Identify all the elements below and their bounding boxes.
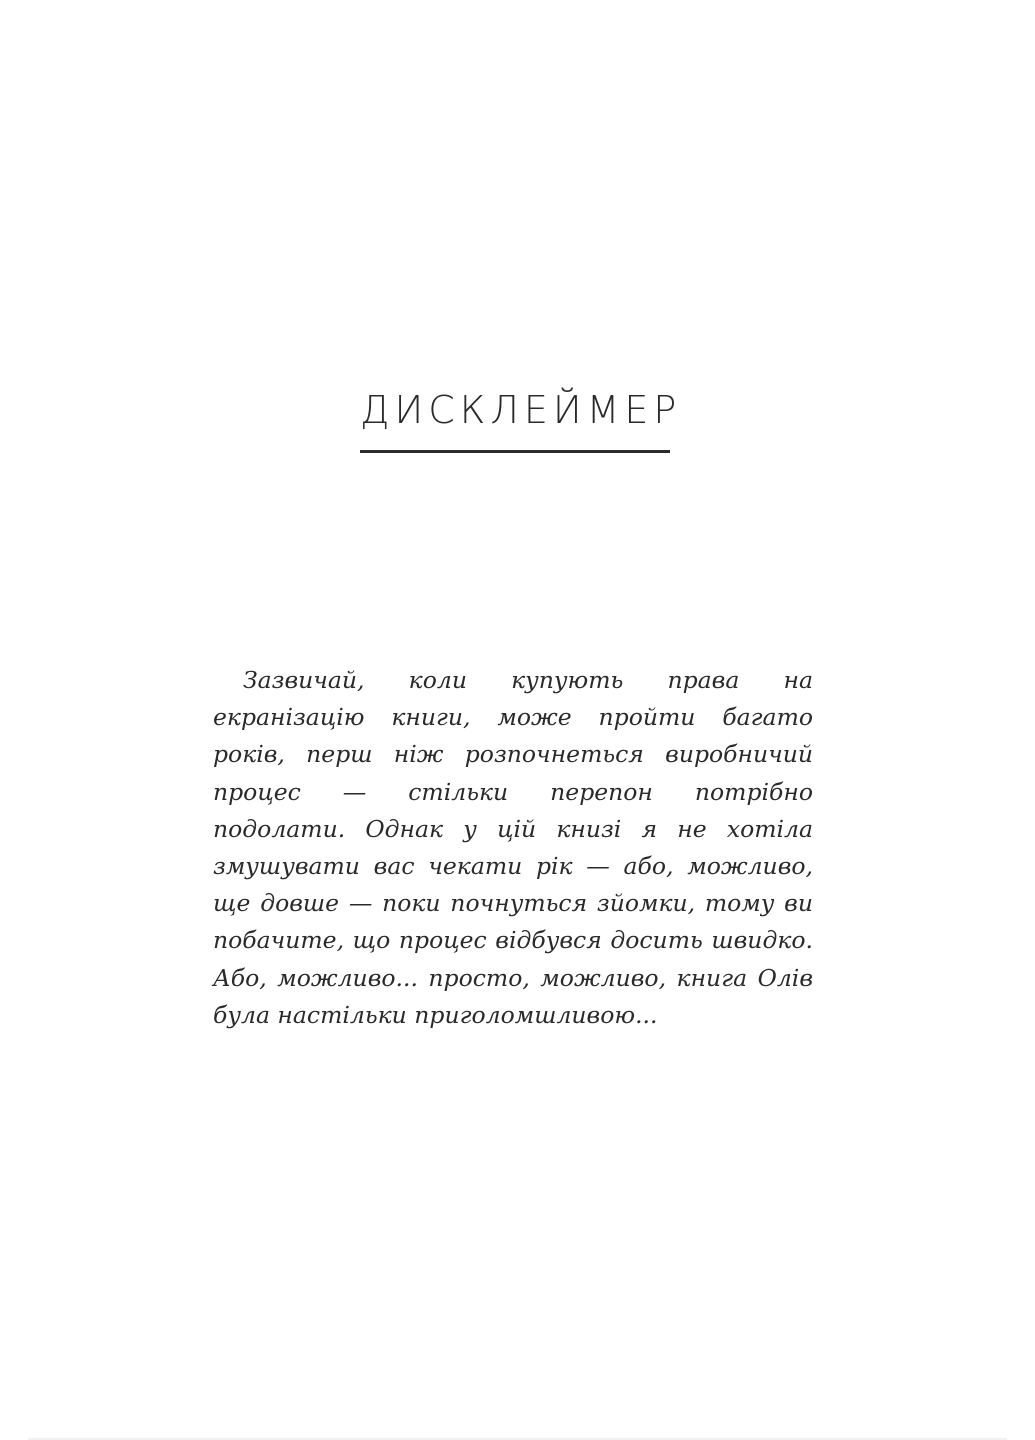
- disclaimer-paragraph: Зазвичай, коли купують права на екранізацію книги, може пройти багато років, перш ніж розпочнеться виробничий процес — стільки перепон потрібно подолати. Однак у цій книзі я не хотіла змушувати вас чекати рік — або, можливо, ще довше — поки почнуться зйомки, тому ви побачите, що процес відбувся досить швидко. Або, можливо... просто, можливо, книга Олів була настільки приголомшливою...: [213, 666, 813, 1029]
- page-title: ДИСКЛЕЙМЕР: [360, 388, 682, 432]
- title-underline: [360, 450, 670, 453]
- title-block: [360, 382, 682, 453]
